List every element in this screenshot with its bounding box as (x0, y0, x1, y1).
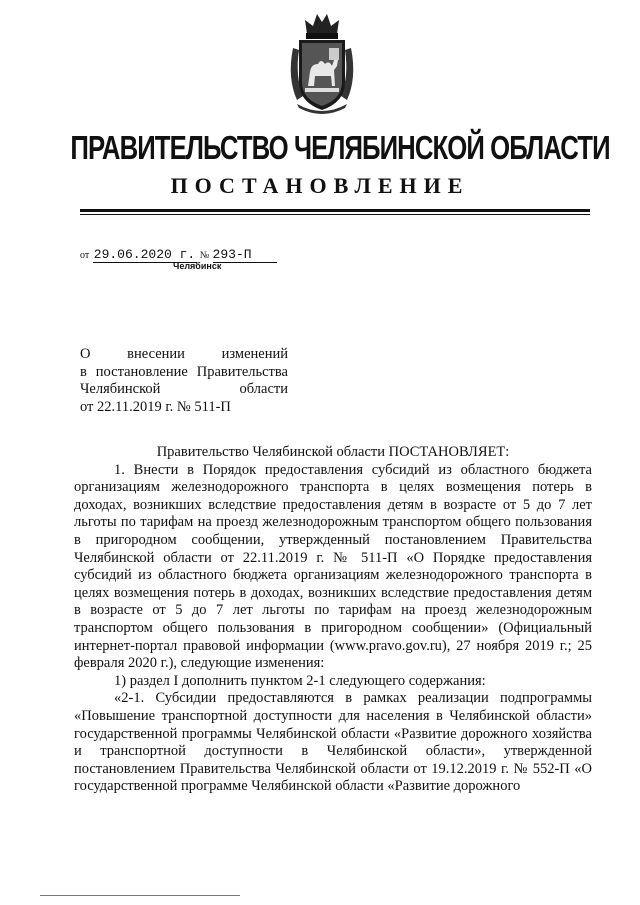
from-label: от (80, 250, 90, 261)
coat-of-arms-icon (283, 8, 361, 116)
subject-line: от 22.11.2019 г. № 511-П (80, 398, 231, 415)
org-title: ПРАВИТЕЛЬСТВО ЧЕЛЯБИНСКОЙ ОБЛАСТИ (70, 129, 610, 166)
subject-line: в постановление Правительства (80, 363, 288, 380)
document-date: 29.06.2020 г. (93, 247, 196, 262)
document-type: ПОСТАНОВЛЕНИЕ (170, 173, 470, 198)
footer-divider (40, 895, 240, 896)
city-label: Челябинск (173, 261, 222, 271)
paragraph: 1. Внести в Порядок предоставления субсидий из областного бюджета организациям железнодорожного транспорта в целях возмещения потерь в доходах, возникших вследствие предоставления детям в возрасте от 5 до 7 лет льготы по тарифам на проезд железнодорожным транспортом общего пользования в пригородном сообщении, утвержденный постановлением Правительства Челябинской области от 22.11.2019 г. № 511-П «О Порядке предоставления субсидий из областного бюджета организациям железнодорожного транспорта в целях возмещения потерь в доходах, возникших вследствие предоставления детям в возрасте от 5 до 7 лет льготы по тарифам на проезд железнодорожным транспортом общего пользования в пригородном сообщении» (Официальный интернет-портал правовой информации (www.pravo.gov.ru), 27 ноября 2019 г.; 25 февраля 2020 г.), следующие изменения: (74, 461, 592, 672)
paragraph: «2-1. Субсидии предоставляются в рамках реализации подпрограммы «Повышение транспортной доступности для населения в Челябинской области» государственной программы Челябинской области «Развитие дорожного хозяйства и транспортной доступности в Челябинской области», утвержденной постановлением Правительства Челябинской области от 19.12.2019 г. № 552-П «О государственной программе Челябинской области «Развитие дорожного (74, 690, 592, 795)
subject-line: О внесении изменений (80, 346, 288, 362)
paragraph: 1) раздел I дополнить пунктом 2-1 следующего содержания: (114, 672, 486, 689)
preamble: Правительство Челябинской области ПОСТАНОВЛЯЕТ: (156, 444, 510, 460)
header-rule-thick (80, 209, 590, 212)
document-body (74, 444, 592, 796)
subject-block (80, 346, 288, 416)
number-label: № (199, 250, 210, 261)
subject-line: Челябинской области (80, 381, 288, 397)
document-number: 293-П (213, 247, 277, 263)
header-rule-thin (80, 214, 590, 215)
